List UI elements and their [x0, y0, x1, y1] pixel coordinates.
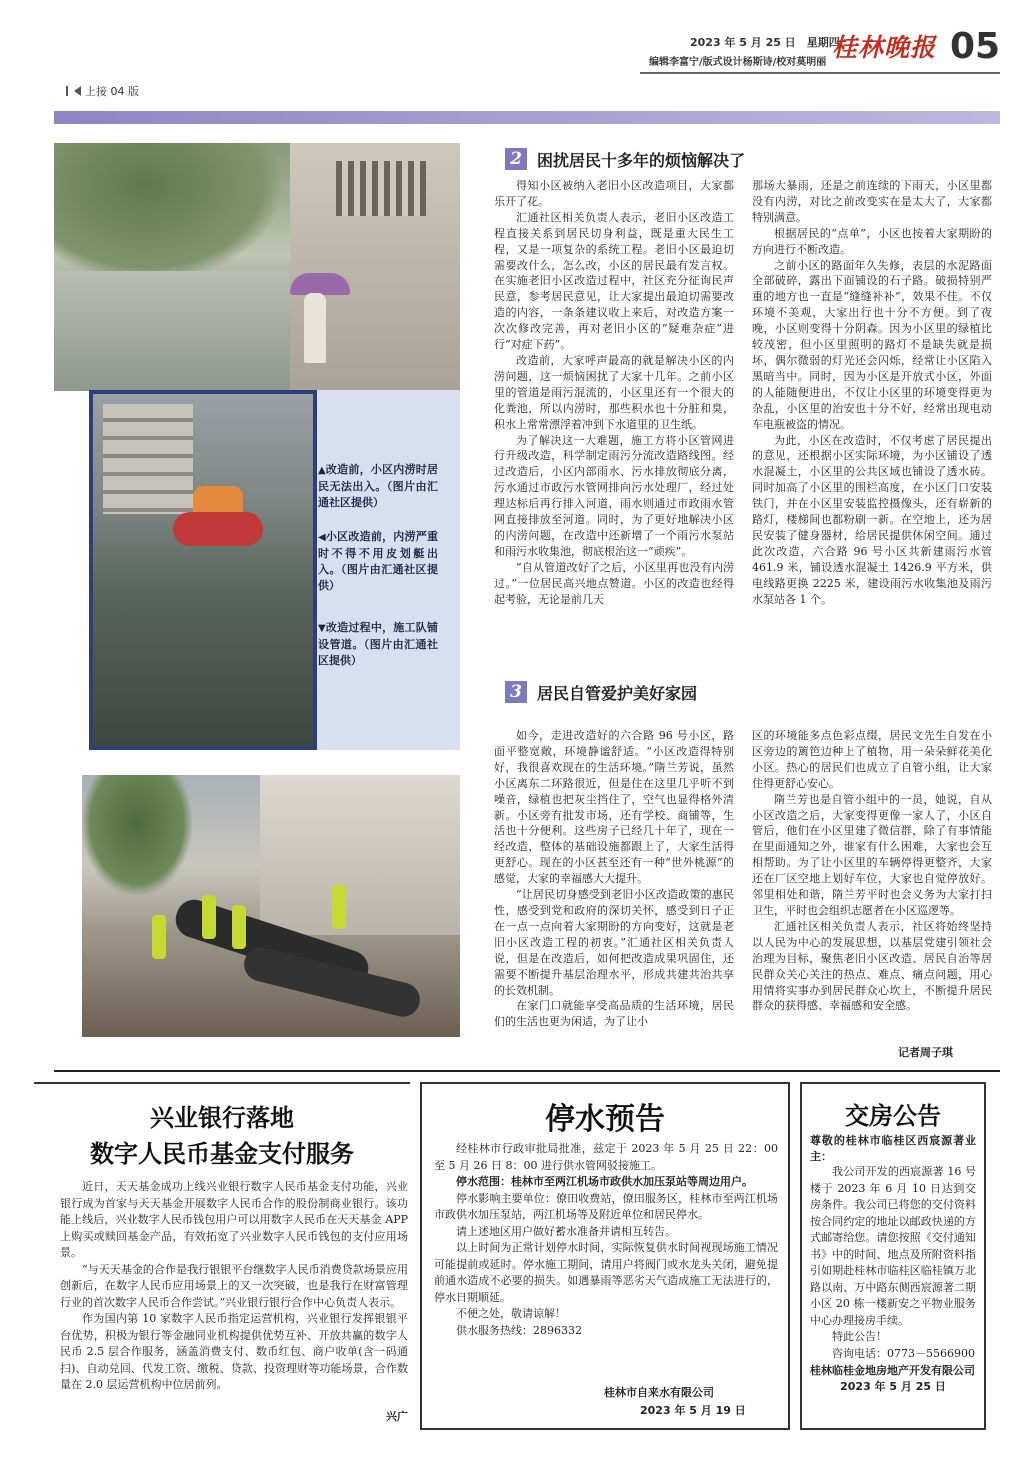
issue-date: 2023 年 5 月 25 日 星期四 — [690, 36, 840, 49]
house-handover-notice — [800, 1082, 986, 1430]
notice-body: 经桂林市行政审批局批准，兹定于 2023 年 5 月 25 日 22：00 至 5 月 26 日 8：00 进行供水管网驳接施工。 停水范围：桂林市至两江机场市政供水加压泵站等周边用户。 停水影响主要单位：僚田收费站，僚田服务区，桂林市至两江机场市政供水加压泵站，两江机场等及附近单位和居民停水。 请上述地区用户做好蓄水准备并请相互转告。 以上时间为正常计划停水时间，实际恢复供水时间视现场施工情况可能提前或延时。停水施工期间，请用户将阀门或水龙头关闭，避免提前通水造成不必要的损失。如遇暴雨等恶劣天气造成施工无法进行的，停水日期顺延。 不便之处，敬请谅解！ 供水服务热线：2896332 — [434, 1142, 778, 1337]
flood-street-photo — [54, 143, 460, 391]
section-2-column-1: 得知小区被纳入老旧小区改造项目，大家都乐开了花。 汇通社区相关负责人表示，老旧小区改造工程直接关系到居民切身利益，既是重大民生工程，又是一项复杂的系统工程。老旧小区最迫切需要改什么，怎么改，小区的居民最有发言权。在实施老旧小区改造过程中，社区充分征询民声民意，参考居民意见，让大家提出最迫切需要改造的内容，一条条建议收上来后，对改造方案一次次修改完善，再对老旧小区的“疑难杂症”进行“对症下药”。 改造前，大家呼声最高的就是解决小区的内涝问题，这一烦恼困扰了大家十几年。之前小区里的管道是雨污混流的，小区里还有一个很大的化粪池，所以内涝时，那些积水也十分脏和臭，积水上常常漂浮着冲到下水道里的卫生纸。 为了解决这一大难题，施工方将小区管网进行升级改造，科学制定雨污分流改造路线图。经过改造后，小区内部雨水、污水排放彻底分离，污水通过市政污水管网排向污水处理厂，经过处理达标后再行排入河道，雨水则通过市政雨水管网直接排放至河道。同时，为了更好地解决小区的内涝问题，在改造中还新增了一个雨污水泵站和雨污水收集池，彻底根治这一“顽疾”。 “自从管道改好了之后，小区里再也没有内涝过。”一位居民高兴地点赞道。小区的改造也经得起考验，无论是前几天 — [494, 179, 734, 606]
section-number: 3 — [505, 681, 527, 703]
ads-divider — [54, 1070, 1000, 1072]
continued-label: 上接 04 版 — [85, 85, 139, 98]
notice-title: 停水预告 — [545, 1102, 665, 1137]
notice-date: 2023 年 5 月 19 日 — [640, 1404, 746, 1417]
header-rule — [640, 72, 1000, 74]
notice-body: 尊敬的桂林市临桂区西宸源著业主： 我公司开发的西宸源著 16 号楼于 2023 年 6 月 10 日达到交房条件。我公司已将您的交付资料按合同约定的地址以邮政快递的方式邮寄给您。请您按照《交付通知书》中的时间、地点及所附资料指引如期赴桂林市临桂区临桂镇万北路以南、万中路东侧西宸源著二期小区 20 栋一楼新安之平物业服务中心办理接房手续。 特此公告！ 咨询电话：0773－5566900 桂林临桂金地房地产开发有限公司 2023 年 5 月 25 日 — [810, 1134, 976, 1393]
continued-from-link[interactable] — [66, 83, 139, 99]
editor-credits: 编辑李富宁/版式设计杨斯诗/校对莫明丽 — [649, 57, 827, 68]
photo-caption: ▲改造前，小区内涝时居民无法出入。（图片由汇通社区提供） — [318, 463, 438, 509]
section-3-column-1: 如今，走进改造好的六合路 96 号小区，路面平整宽敞，环境静谧舒适。“小区改造得特别好，我很喜欢现在的生活环境。”隋兰芳说，虽然小区离东二环路很近，但是住在这里几乎听不到噪音，绿植也把灰尘挡住了，空气也显得格外清新。小区旁有批发市场，还有学校、商铺等，生活也十分便利。这些房子已经几十年了，现在一经改造，整体的基础设施都跟上了，大家生活得更舒心。现在的小区甚至还有一种“世外桃源”的感觉，大家的幸福感大大提升。 “让居民切身感受到老旧小区改造政策的惠民性，感受到党和政府的深切关怀，感受到日子正在一点一点向着大家期盼的方向变好，这就是老旧小区改造工程的初衷。”汇通社区相关负责人说，但是在改造后，如何把改造成果巩固住，还需要不断提升基层治理水平，形成共建共治共享的长效机制。 在家门口就能享受高品质的生活环境，居民们的生活也更为闲适，为了让小 — [494, 729, 734, 1029]
construction-photo — [82, 775, 460, 1037]
bank-news-box — [34, 1082, 410, 1430]
arrow-down-icon: ▼ — [318, 623, 326, 634]
newspaper-logo: 桂林晚报 — [832, 33, 937, 62]
section-3-heading — [505, 681, 1000, 703]
photo-caption: ▼改造过程中，施工队铺设管道。（图片由汇通社区提供） — [318, 621, 438, 667]
ad-subtitle: 数字人民币基金支付服务 — [90, 1140, 354, 1168]
ad-title: 兴业银行落地 — [150, 1104, 294, 1132]
section-band — [54, 111, 1000, 124]
section-2-column-2: 那场大暴雨，还是之前连续的下雨天，小区里都没有内涝，对比之前改变实在是太大了，大家都特别满意。 根据居民的“点单”，小区也按着大家期盼的方向进行不断改造。 之前小区的路面年久失修，表层的水泥路面全部破碎，露出下面铺设的石子路。破损特别严重的地方也一直是“缝缝补补”，效果不佳。不仅环境不美观，大家出行也十分不方便。到了夜晚，小区则变得十分阴森。因为小区里的绿植比较茂密，但小区里照明的路灯不是缺失就是损坏，偶尔微弱的灯光还会闪烁，经常让小区陷入黑暗当中。同时，因为小区是开放式小区，外面的人能随便进出，不仅让小区里的环境变得更为杂乱，小区里的治安也十分不好，经常出现电动车电瓶被盗的情况。 为此，小区在改造时，不仅考虑了居民提出的意见，还根据小区实际环境，为小区铺设了透水混凝土，小区里的公共区域也铺设了透水砖。同时加高了小区里的围栏高度，在小区门口安装铁门，并在小区里安装监控摄像头，还有崭新的路灯，楼梯间也都粉刷一新。在空地上，还为居民安装了健身器材，给居民提供休闲空间。通过此次改造，六合路 96 号小区共新建雨污水管 461.9 米，铺设透水混凝土 1426.9 平方米，供电线路更换 2225 米，建设雨污水收集池及雨污水泵站各 1 个。 — [752, 179, 992, 606]
reporter-byline: 记者周子琪 — [898, 1046, 953, 1059]
ad-body: 近日，天天基金成功上线兴业银行数字人民币基金支付功能，兴业银行成为首家与天天基金开展数字人民币合作的股份制商业银行。该功能上线后，兴业数字人民币钱包用户可以用数字人民币在天天基金 APP 上购买或赎回基金产品，有效拓宽了兴业数字人民币钱包的支付应用场景。 “与天天基金的合作是我行银银平台继数字人民币消费贷款场景应用创新后，在数字人民币应用场景上的又一次突破，也是我行在财富管理行业的首次数字人民币合作尝试。”兴业银行银行合作中心负责人表示。 作为国内第 10 家数字人民币指定运营机构，兴业银行发挥银银平台优势，积极为银行等金融同业机构提供优势互补、开放共赢的数字人民币 2.5 层合作服务，涵盖消费支付、数币红包、商户收单(含一码通扫)、自动兑回、代发工资、缴税、贷款、投资理财等功能场景，合作数量在 2.0 层运营机构中位居前列。 — [60, 1180, 408, 1391]
section-title: 困扰居民十多年的烦恼解决了 — [537, 150, 746, 170]
section-number: 2 — [505, 148, 527, 170]
section-3-column-2: 区的环境能多点色彩点缀，居民文先生自发在小区旁边的篱笆边种上了植物，用一朵朵鲜花美化小区。热心的居民们也成立了自管小组，让大家住得更舒心安心。 隋兰芳也是自管小组中的一员，她说，自从小区改造之后，大家变得更像一家人了，小区自管后，他们在小区里建了微信群，除了有事情能在里面通知之外，谁家有什么困难，大家也会互相帮助。为了让小区里的车辆停得更整齐，大家还在厂区空地上划好车位，大家也自觉停放好。邻里相处和谐，隋兰芳平时也会义务为大家打扫卫生，平时也会组织志愿者在小区巡逻等。 汇通社区相关负责人表示，社区将始终坚持以人民为中心的发展思想，以基层党建引领社会治理为目标，聚焦老旧小区改造、居民自治等居民群众关心关注的热点、难点、痛点问题，用心用情将实事办到居民群众心坎上，不断提升居民群众的获得感、幸福感和安全感。 — [752, 729, 992, 1013]
water-outage-notice — [420, 1082, 790, 1430]
section-2-heading — [505, 148, 1000, 170]
page-number: 05 — [950, 26, 1001, 67]
photo-caption: ◀小区改造前，内涝严重时不得不用皮划艇出入。（图片由汇通社区提供） — [318, 530, 438, 592]
arrow-up-icon: ▲ — [318, 465, 326, 476]
raft-photo — [89, 390, 317, 750]
notice-title: 交房公告 — [845, 1102, 941, 1130]
photo-captions — [318, 462, 438, 687]
arrow-left-icon: ◀ — [318, 532, 326, 543]
notice-company: 桂林市自来水有限公司 — [604, 1386, 714, 1399]
bar-icon — [66, 86, 68, 96]
section-title: 居民自管爱护美好家园 — [537, 683, 698, 703]
ad-signature: 兴广 — [386, 1410, 408, 1423]
back-arrow-icon — [74, 86, 81, 96]
